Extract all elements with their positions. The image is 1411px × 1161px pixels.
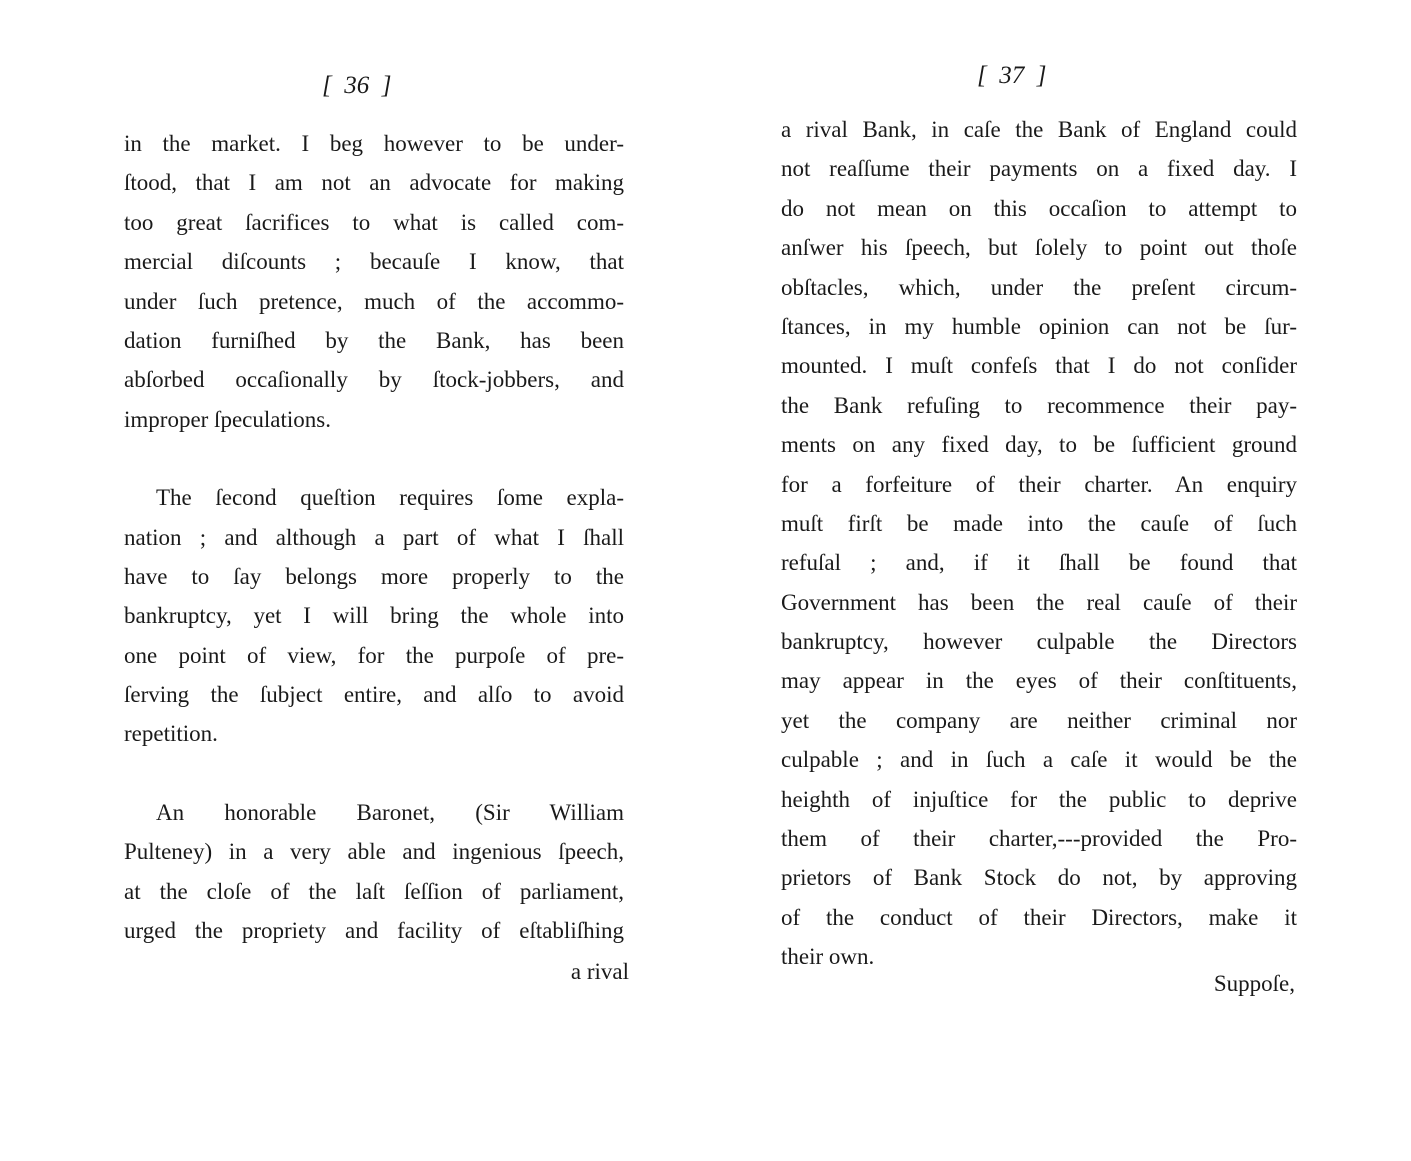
text-line: obſtacles, which, under the preſent circum-: [781, 274, 1297, 300]
paragraph: [124, 478, 624, 754]
text-line: The ſecond queſtion requires ſome expla-: [156, 485, 624, 511]
text-line: An honorable Baronet, (Sir William: [156, 799, 624, 825]
text-line: improper ſpeculations.: [124, 406, 331, 432]
paragraph-gap: [124, 754, 624, 793]
text-line: heighth of injuſtice for the public to deprive: [781, 786, 1297, 812]
text-line: nation ; and although a part of what I ſhall: [124, 524, 624, 550]
text-line: not reaſſume their payments on a fixed day. I: [781, 156, 1297, 182]
text-line: muſt firſt be made into the cauſe of ſuch: [781, 510, 1297, 536]
text-line: too great ſacrifices to what is called com-: [124, 209, 624, 235]
text-line: abſorbed occaſionally by ſtock-jobbers, and: [124, 367, 624, 393]
text-line: ſtood, that I am not an advocate for making: [124, 170, 624, 196]
text-line: at the cloſe of the laſt ſeſſion of parliament,: [124, 878, 624, 904]
catchword-right: Suppoſe,: [1213, 971, 1295, 996]
text-line: the Bank refuſing to recommence their pay-: [781, 392, 1297, 418]
text-line: have to ſay belongs more properly to the: [124, 563, 624, 589]
text-line: under ſuch pretence, much of the accommo-: [124, 288, 624, 314]
text-line: bankruptcy, however culpable the Directors: [781, 629, 1297, 655]
text-line: mounted. I muſt confeſs that I do not conſider: [781, 353, 1297, 379]
text-line: one point of view, for the purpoſe of pre-: [124, 642, 624, 668]
text-line: ments on any fixed day, to be ſufficient ground: [781, 432, 1297, 458]
page-number-left: [ 36 ]: [322, 72, 392, 99]
paragraph-gap: [124, 439, 624, 478]
text-line: for a forfeiture of their charter. An enquiry: [781, 471, 1297, 497]
text-line: repetition.: [124, 721, 218, 747]
text-line: mercial diſcounts ; becauſe I know, that: [124, 249, 624, 275]
text-line: Government has been the real cauſe of their: [781, 589, 1297, 615]
text-line: yet the company are neither criminal nor: [781, 707, 1297, 733]
text-line: anſwer his ſpeech, but ſolely to point out thoſe: [781, 235, 1297, 261]
left-page: [0, 0, 705, 1161]
text-line: ſerving the ſubject entire, and alſo to avoid: [124, 682, 624, 708]
text-line: in the market. I beg however to be under-: [124, 131, 624, 156]
text-line: may appear in the eyes of their conſtituents,: [781, 668, 1297, 694]
text-line: a rival Bank, in caſe the Bank of England could: [781, 117, 1297, 142]
paragraph: [781, 110, 1297, 977]
text-line: Pulteney) in a very able and ingenious ſpeech,: [124, 839, 624, 865]
text-line: bankruptcy, yet I will bring the whole into: [124, 603, 624, 629]
text-line: do not mean on this occaſion to attempt to: [781, 195, 1297, 221]
text-line: ſtances, in my humble opinion can not be ſur-: [781, 313, 1297, 339]
text-line: them of their charter,---provided the Pro-: [781, 826, 1297, 852]
text-line: refuſal ; and, if it ſhall be found that: [781, 550, 1297, 576]
text-line: culpable ; and in ſuch a caſe it would be the: [781, 747, 1297, 773]
text-line: of the conduct of their Directors, make it: [781, 904, 1297, 930]
text-line: their own.: [781, 944, 875, 970]
catchword-left: a rival: [570, 959, 629, 984]
page-number-right: [ 37 ]: [977, 62, 1047, 89]
right-page: [705, 0, 1411, 1161]
text-line: prietors of Bank Stock do not, by approving: [781, 865, 1297, 891]
paragraph: [124, 124, 624, 439]
paragraph: [124, 793, 624, 951]
text-line: urged the propriety and facility of eſtabliſhing: [124, 918, 624, 944]
right-page-text: [781, 110, 1297, 977]
text-line: dation furniſhed by the Bank, has been: [124, 327, 624, 353]
left-page-text: [124, 124, 624, 950]
